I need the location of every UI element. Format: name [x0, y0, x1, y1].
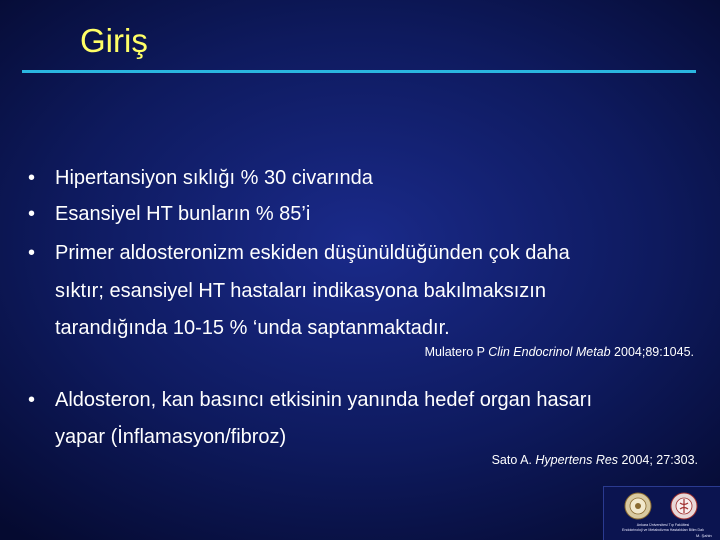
bullet-marker: •: [28, 203, 36, 225]
faculty-seal-icon: [670, 492, 698, 520]
institution-logo: [603, 486, 720, 540]
bullet-text-4-line-1: Aldosteron, kan basıncı etkisinin yanında hedef organ hasarı: [55, 389, 593, 411]
bullet-text-3-line-1: Primer aldosteronizm eskiden düşünüldüğünden çok daha: [55, 242, 570, 264]
bullet-text-4-line-2: yapar (İnflamasyon/fibroz): [55, 426, 287, 448]
logo-author: M. Şahin: [696, 533, 712, 538]
reference-1: [425, 345, 694, 359]
slide-title: Giriş: [80, 22, 148, 59]
bullet-marker: •: [28, 389, 36, 411]
bullet-marker: •: [28, 167, 36, 189]
reference-2: [492, 453, 698, 467]
logo-caption-line-2: Endokrinoloji ve Metabolizma Hastalıkları Bilim Dalı: [622, 527, 704, 532]
reference-2-journal: Hypertens Res: [535, 453, 619, 467]
university-seal-icon: [624, 492, 652, 520]
reference-2-authors: Sato A.: [491, 453, 532, 467]
bullet-text-2: Esansiyel HT bunların % 85’i: [55, 203, 311, 225]
bullet-text-3-line-3: tarandığında 10-15 % ‘unda saptanmaktadır.: [55, 317, 450, 339]
logo-caption: [608, 523, 718, 532]
reference-1-authors: Mulatero P: [424, 345, 485, 359]
bullet-marker: •: [28, 242, 36, 264]
reference-2-citation: 2004; 27:303.: [618, 453, 698, 467]
logo-caption-line-1: Ankara Üniversitesi Tıp Fakültesi: [636, 523, 690, 527]
reference-1-citation: 2004;89:1045.: [610, 345, 694, 359]
reference-1-journal: Clin Endocrinol Metab: [488, 345, 611, 359]
bullet-text-1: Hipertansiyon sıklığı % 30 civarında: [55, 167, 373, 189]
bullet-text-3-line-2: sıktır; esansiyel HT hastaları indikasyona bakılmaksızın: [55, 280, 546, 302]
